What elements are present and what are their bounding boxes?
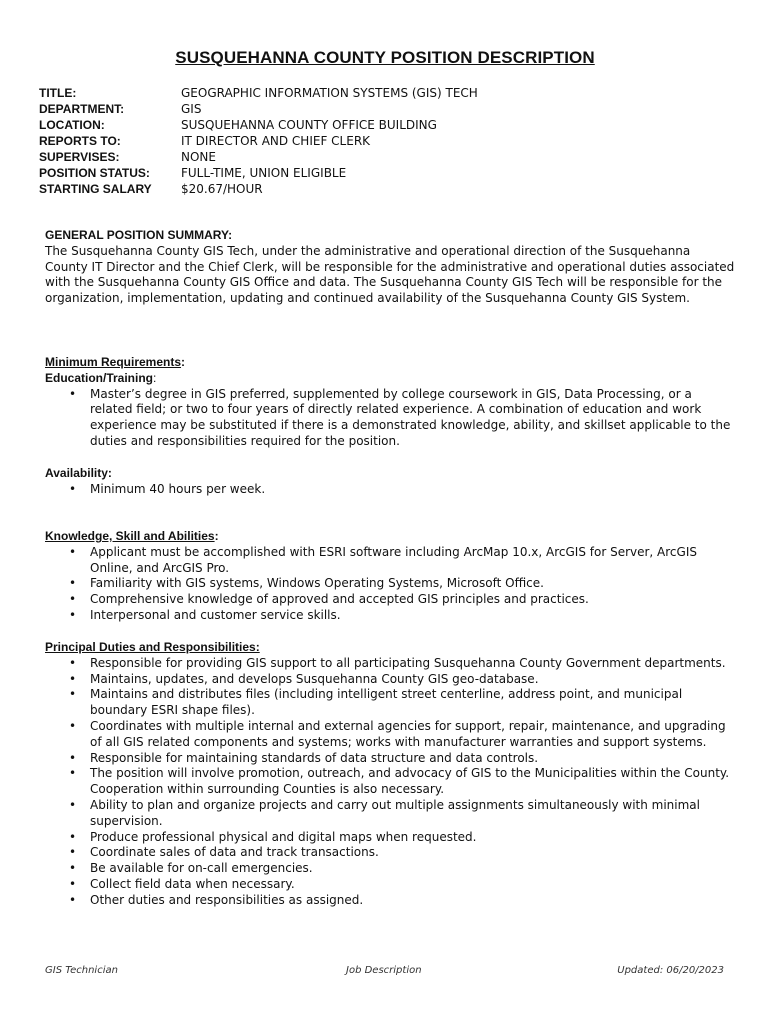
availability-list bbox=[45, 482, 735, 498]
bullet-icon: • bbox=[69, 481, 77, 496]
list-item-text: Maintains and distributes files (including intelligent street centerline, address point, and municipal boundary ESRI shape files). bbox=[90, 687, 683, 718]
field-row-position-status bbox=[39, 165, 478, 181]
bullet-icon: • bbox=[69, 687, 77, 702]
list-item-text: Responsible for maintaining standards of data structure and data controls. bbox=[90, 750, 539, 765]
list-item bbox=[45, 719, 735, 751]
list-item-text: Maintains, updates, and develops Susquehanna County GIS geo-database. bbox=[90, 671, 539, 686]
list-item bbox=[45, 893, 735, 909]
list-item bbox=[45, 592, 735, 608]
field-row-supervises bbox=[39, 149, 478, 165]
list-item-text: Comprehensive knowledge of approved and accepted GIS principles and practices. bbox=[90, 592, 589, 607]
bullet-icon: • bbox=[69, 544, 77, 559]
field-value: FULL-TIME, UNION ELIGIBLE bbox=[181, 166, 347, 180]
list-item-text: Minimum 40 hours per week. bbox=[90, 481, 266, 496]
field-value: GIS bbox=[181, 102, 202, 116]
list-item-text: Other duties and responsibilities as assigned. bbox=[90, 892, 364, 907]
list-item bbox=[45, 576, 735, 592]
list-item bbox=[45, 845, 735, 861]
field-label: TITLE: bbox=[39, 86, 77, 100]
availability-heading: Availability: bbox=[45, 466, 112, 480]
duties-list bbox=[45, 656, 735, 909]
list-item bbox=[45, 687, 735, 719]
list-item bbox=[45, 877, 735, 893]
footer-center: Job Description bbox=[346, 965, 422, 976]
bullet-icon: • bbox=[69, 386, 77, 401]
ksa-section bbox=[45, 529, 735, 624]
bullet-icon: • bbox=[69, 750, 77, 765]
list-item-text: The position will involve promotion, outreach, and advocacy of GIS to the Municipalities within the County. Cooperation within surrounding Counties is also necessary. bbox=[90, 766, 730, 797]
list-item bbox=[45, 798, 735, 830]
summary-text: The Susquehanna County GIS Tech, under the administrative and operational direction of the Susquehanna County IT Director and the Chief Clerk, will be responsible for the administrative and operational duties associated with the Susquehanna County GIS Office and data. The Susquehanna County GIS Tech will be responsible for the organization, implementation, updating and continued availability of the Susquehanna County GIS System. bbox=[45, 243, 735, 306]
bullet-icon: • bbox=[69, 655, 77, 670]
list-item bbox=[45, 545, 735, 577]
field-row-title bbox=[39, 85, 478, 101]
list-item bbox=[45, 766, 735, 798]
document-title: SUSQUEHANNA COUNTY POSITION DESCRIPTION bbox=[175, 48, 595, 67]
list-item-text: Collect field data when necessary. bbox=[90, 876, 295, 891]
bullet-icon: • bbox=[69, 797, 77, 812]
list-item bbox=[45, 482, 735, 498]
requirements-heading bbox=[45, 355, 735, 371]
field-value: NONE bbox=[181, 150, 216, 164]
field-value: GEOGRAPHIC INFORMATION SYSTEMS (GIS) TECH bbox=[181, 86, 478, 100]
education-suffix: : bbox=[153, 370, 157, 385]
education-label: Education/Training bbox=[45, 370, 154, 385]
list-item bbox=[45, 751, 735, 767]
bullet-icon: • bbox=[69, 876, 77, 891]
field-row-reports-to bbox=[39, 133, 478, 149]
list-item bbox=[45, 608, 735, 624]
duties-heading: Principal Duties and Responsibilities: bbox=[45, 640, 260, 654]
bullet-icon: • bbox=[69, 576, 77, 591]
list-item-text: Ability to plan and organize projects and carry out multiple assignments simultaneously with minimal supervision. bbox=[90, 797, 700, 828]
list-item bbox=[45, 387, 735, 450]
summary-section bbox=[45, 228, 735, 307]
list-item-text: Coordinate sales of data and track transactions. bbox=[90, 845, 379, 860]
duties-section bbox=[45, 640, 735, 909]
bullet-icon: • bbox=[69, 718, 77, 733]
bullet-icon: • bbox=[69, 671, 77, 686]
list-item-text: Responsible for providing GIS support to all participating Susquehanna County Government departments. bbox=[90, 655, 726, 670]
bullet-icon: • bbox=[69, 592, 77, 607]
education-heading bbox=[45, 371, 735, 387]
bullet-icon: • bbox=[69, 607, 77, 622]
ksa-heading-text: Knowledge, Skill and Abilities bbox=[45, 529, 215, 543]
list-item-text: Familiarity with GIS systems, Windows Operating Systems, Microsoft Office. bbox=[90, 576, 544, 591]
field-label: POSITION STATUS: bbox=[39, 166, 150, 180]
ksa-list bbox=[45, 545, 735, 624]
field-label: SUPERVISES: bbox=[39, 150, 120, 164]
requirements-heading-text: Minimum Requirements bbox=[45, 355, 182, 369]
footer-left: GIS Technician bbox=[45, 965, 118, 976]
field-row-department bbox=[39, 101, 478, 117]
list-item bbox=[45, 672, 735, 688]
field-value: SUSQUEHANNA COUNTY OFFICE BUILDING bbox=[181, 118, 437, 132]
footer-right: Updated: 06/20/2023 bbox=[617, 965, 724, 976]
field-label: LOCATION: bbox=[39, 118, 105, 132]
bullet-icon: • bbox=[69, 766, 77, 781]
field-label: STARTING SALARY bbox=[39, 182, 152, 196]
list-item bbox=[45, 830, 735, 846]
requirements-section bbox=[45, 355, 735, 450]
bullet-icon: • bbox=[69, 829, 77, 844]
ksa-heading bbox=[45, 529, 735, 545]
bullet-icon: • bbox=[69, 845, 77, 860]
summary-heading: GENERAL POSITION SUMMARY: bbox=[45, 228, 233, 242]
bullet-icon: • bbox=[69, 892, 77, 907]
field-value: IT DIRECTOR AND CHIEF CLERK bbox=[181, 134, 371, 148]
bullet-icon: • bbox=[69, 861, 77, 876]
field-value: $20.67/HOUR bbox=[181, 182, 263, 196]
field-row-location bbox=[39, 117, 478, 133]
list-item bbox=[45, 861, 735, 877]
list-item-text: Coordinates with multiple internal and external agencies for support, repair, maintenance, and upgrading of all GIS related components and systems; works with manufacturer warranties and support systems. bbox=[90, 718, 726, 749]
list-item-text: Applicant must be accomplished with ESRI software including ArcMap 10.x, ArcGIS for Server, ArcGIS Online, and ArcGIS Pro. bbox=[90, 544, 697, 575]
education-list bbox=[45, 387, 735, 450]
list-item-text: Be available for on-call emergencies. bbox=[90, 861, 313, 876]
position-fields bbox=[39, 85, 478, 197]
field-row-starting-salary bbox=[39, 181, 478, 197]
availability-section bbox=[45, 466, 735, 498]
field-label: REPORTS TO: bbox=[39, 134, 121, 148]
ksa-heading-suffix: : bbox=[214, 529, 219, 543]
list-item-text: Interpersonal and customer service skills. bbox=[90, 607, 341, 622]
list-item-text: Produce professional physical and digital maps when requested. bbox=[90, 829, 477, 844]
list-item bbox=[45, 656, 735, 672]
requirements-heading-suffix: : bbox=[181, 355, 186, 369]
list-item-text: Master’s degree in GIS preferred, supplemented by college coursework in GIS, Data Processing, or a related field; or two to four years of directly related experience. A combination of education and work experience may be substituted if there is a demonstrated knowledge, ability, and skillset applicable to the duties and responsibilities required for the position. bbox=[90, 386, 731, 448]
field-label: DEPARTMENT: bbox=[39, 102, 125, 116]
